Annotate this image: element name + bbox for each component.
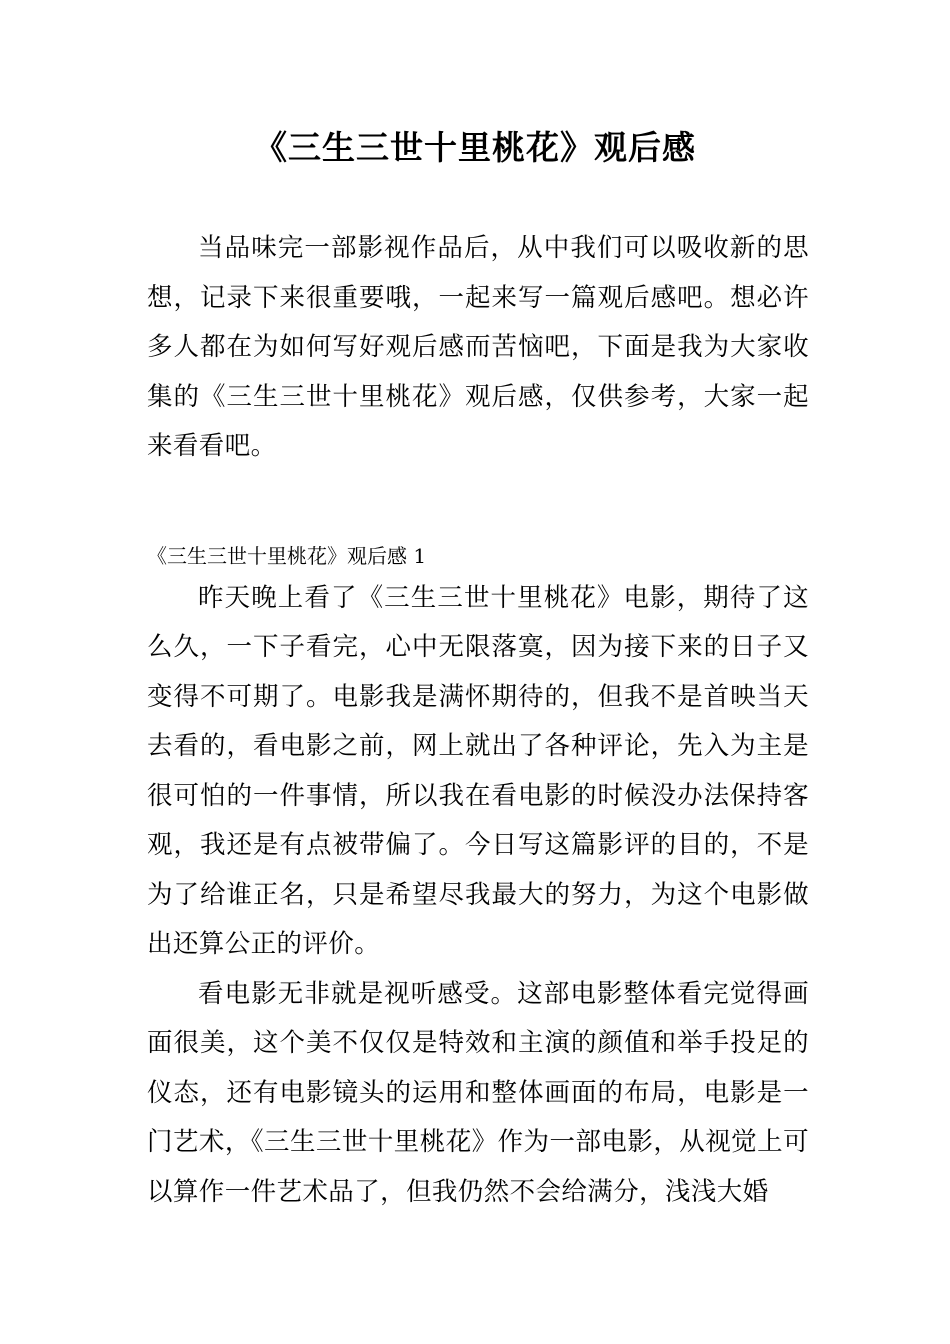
body-paragraph-1: 昨天晚上看了《三生三世十里桃花》电影，期待了这么久，一下子看完，心中无限落寞，因为接下来的日子又变得不可期了。电影我是满怀期待的，但我不是首映当天去看的，看电影之前，网上就出了各种评论，先入为主是很可怕的一件事情，所以我在看电影的时候没办法保持客观，我还是有点被带偏了。今日写这篇影评的目的，不是为了给谁正名，只是希望尽我最大的努力，为这个电影做出还算公正的评价。 [147,582,809,959]
intro-paragraph: 当品味完一部影视作品后，从中我们可以吸收新的思想，记录下来很重要哦，一起来写一篇观后感吧。想必许多人都在为如何写好观后感而苦恼吧，下面是我为大家收集的《三生三世十里桃花》观后感，仅供参考，大家一起来看看吧。 [147,233,809,461]
document-body [147,224,809,1217]
section-heading: 《三生三世十里桃花》观后感 1 [147,543,427,568]
body-paragraph-2: 看电影无非就是视听感受。这部电影整体看完觉得画面很美，这个美不仅仅是特效和主演的颜值和举手投足的仪态，还有电影镜头的运用和整体画面的布局，电影是一门艺术，《三生三世十里桃花》作为一部电影，从视觉上可以算作一件艺术品了，但我仍然不会给满分，浅浅大婚 [147,978,809,1207]
document-title: 《三生三世十里桃花》观后感 [254,128,696,167]
